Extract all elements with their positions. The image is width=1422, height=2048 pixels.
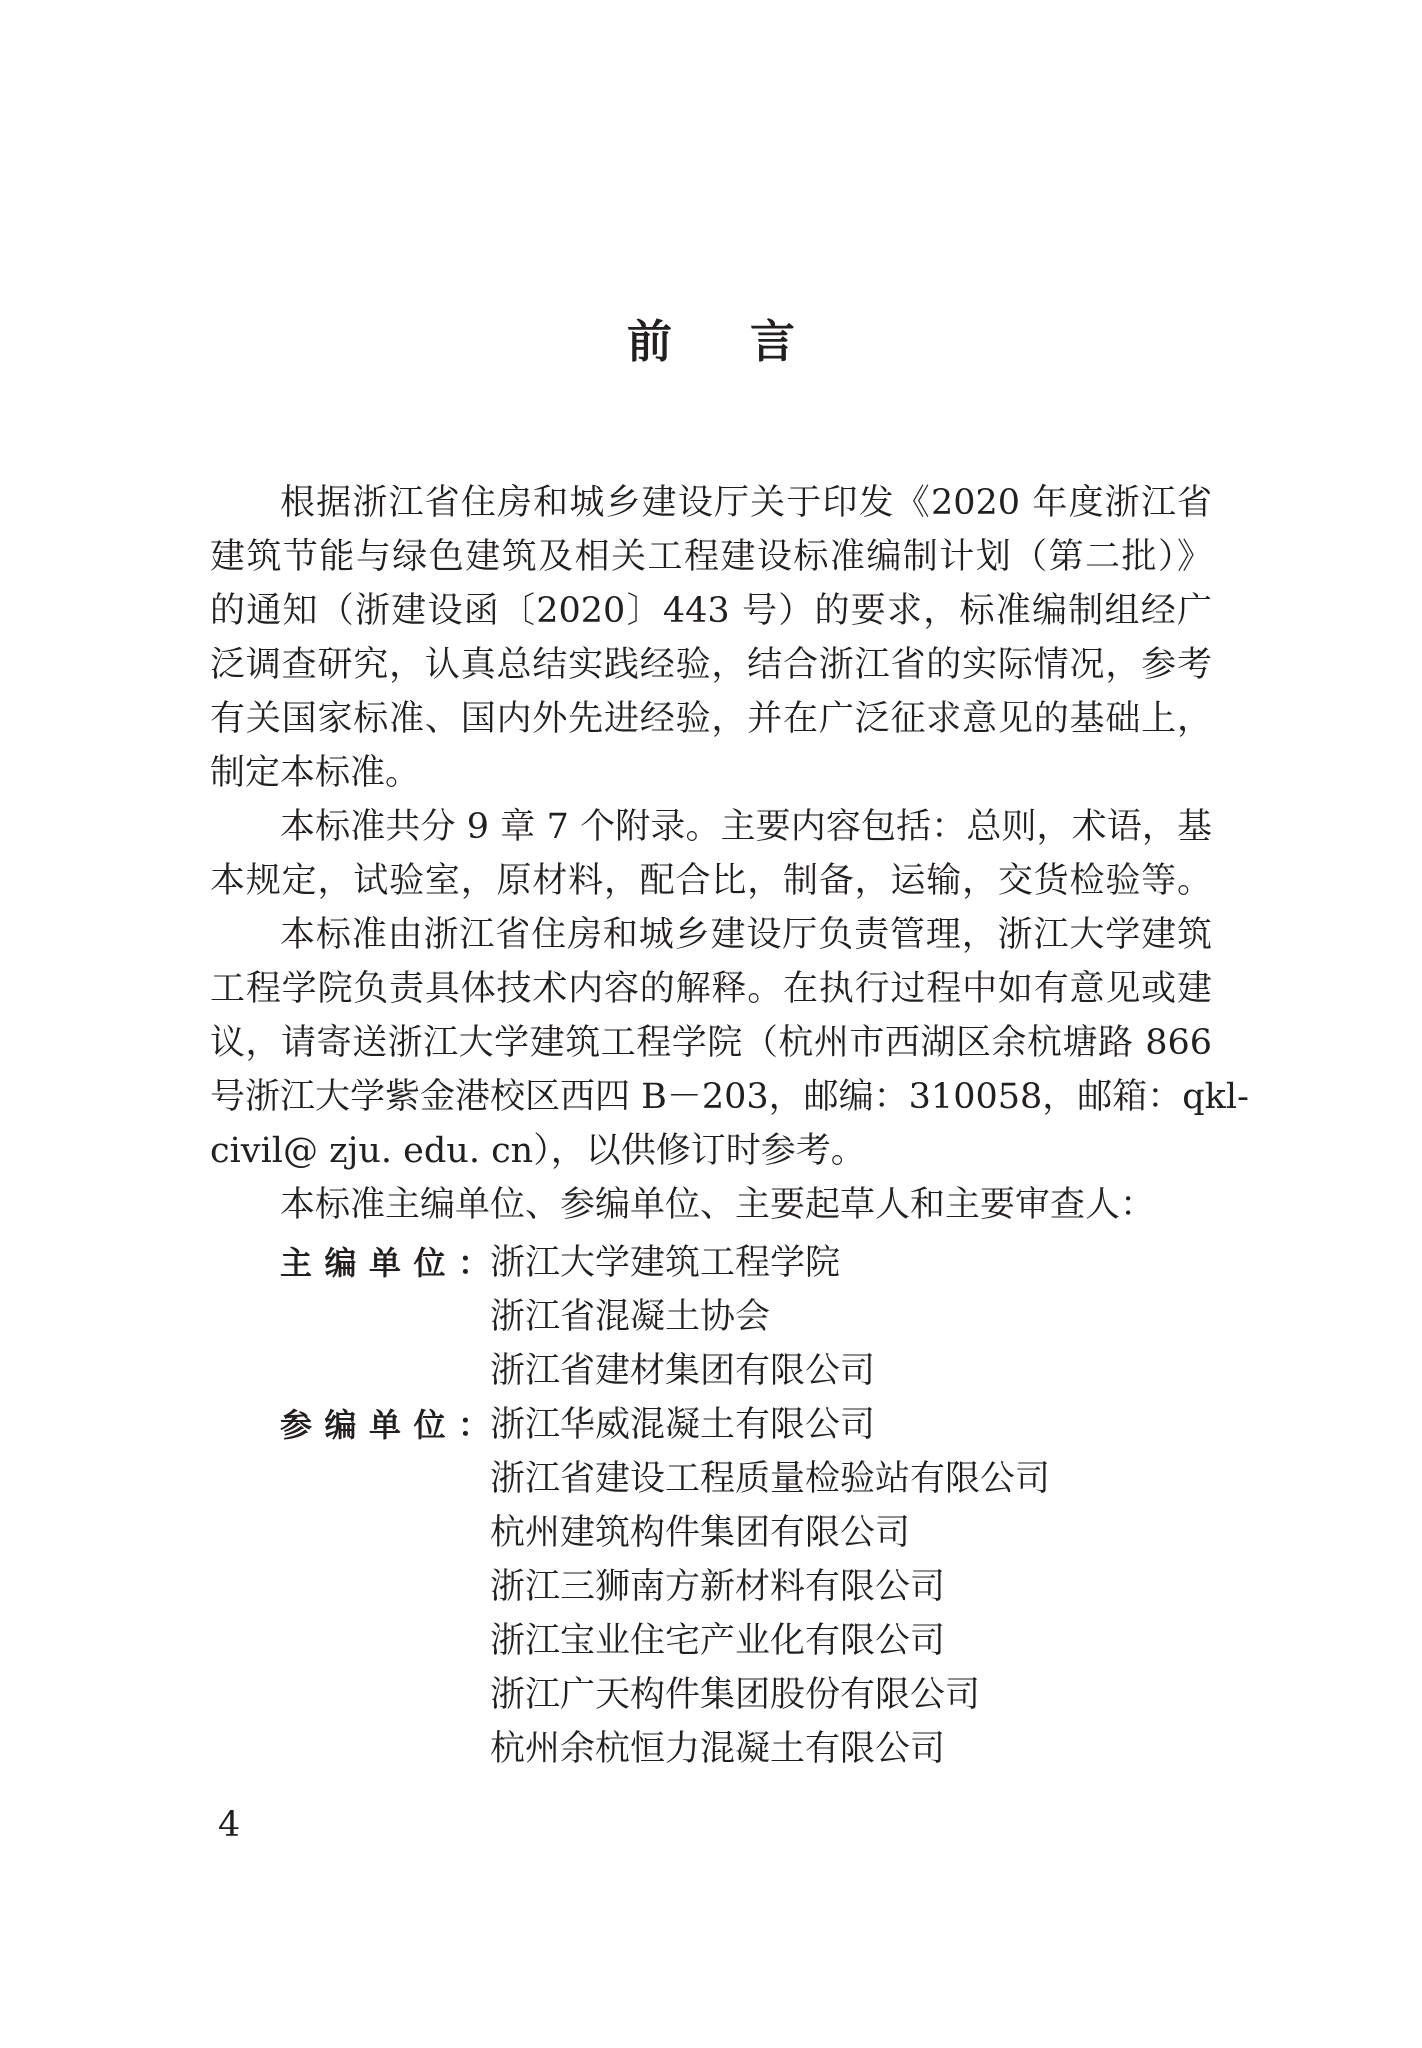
chief-units-label: 主编单位： bbox=[280, 1244, 490, 1282]
participating-unit: 浙江三狮南方新材料有限公司 bbox=[490, 1567, 946, 1607]
participating-unit-row bbox=[280, 1668, 1180, 1722]
participating-units-label: 参编单位： bbox=[280, 1406, 490, 1444]
participating-unit-row bbox=[280, 1506, 1180, 1560]
paragraph-1-line: 泛调查研究，认真总结实践经验，结合浙江省的实际情况，参考 bbox=[210, 645, 1212, 685]
paragraph-4-line: 本标准主编单位、参编单位、主要起草人和主要审查人： bbox=[280, 1185, 1156, 1225]
page-title: 前言 bbox=[626, 315, 873, 368]
participating-unit-row bbox=[280, 1452, 1180, 1506]
paragraph-3-line: civil@ zju. edu. cn），以供修订时参考。 bbox=[210, 1131, 866, 1171]
chief-unit-row bbox=[280, 1236, 1180, 1290]
participating-unit: 杭州余杭恒力混凝土有限公司 bbox=[490, 1729, 946, 1769]
chief-unit-row bbox=[280, 1290, 1180, 1344]
participating-unit-row bbox=[280, 1560, 1180, 1614]
editing-units bbox=[280, 1236, 1180, 1776]
page-number: 4 bbox=[218, 1805, 241, 1845]
participating-unit: 浙江宝业住宅产业化有限公司 bbox=[490, 1621, 946, 1661]
paragraph-1-line: 制定本标准。 bbox=[210, 753, 421, 793]
participating-unit: 浙江广天构件集团股份有限公司 bbox=[490, 1675, 981, 1715]
chief-unit: 浙江大学建筑工程学院 bbox=[490, 1243, 841, 1283]
paragraph-1-line: 的通知（浙建设函〔2020〕443 号）的要求，标准编制组经广 bbox=[210, 591, 1212, 631]
participating-unit: 浙江省建设工程质量检验站有限公司 bbox=[490, 1459, 1051, 1499]
paragraph-3-line: 本标准由浙江省住房和城乡建设厅负责管理，浙江大学建筑 bbox=[280, 915, 1212, 955]
preface-body bbox=[210, 476, 1249, 1232]
paragraph-3-line: 号浙江大学紫金港校区西四 B－203，邮编：310058，邮箱：qkl- bbox=[210, 1077, 1249, 1117]
paragraph-1-line: 根据浙江省住房和城乡建设厅关于印发《2020 年度浙江省 bbox=[280, 483, 1212, 523]
participating-unit-row bbox=[280, 1398, 1180, 1452]
paragraph-1-line: 建筑节能与绿色建筑及相关工程建设标准编制计划（第二批）》 bbox=[210, 537, 1212, 577]
participating-unit: 浙江华威混凝土有限公司 bbox=[490, 1405, 876, 1445]
participating-unit-row bbox=[280, 1614, 1180, 1668]
chief-unit: 浙江省建材集团有限公司 bbox=[490, 1351, 876, 1391]
participating-unit-row bbox=[280, 1722, 1180, 1776]
paragraph-3-line: 工程学院负责具体技术内容的解释。在执行过程中如有意见或建 bbox=[210, 969, 1212, 1009]
participating-unit: 杭州建筑构件集团有限公司 bbox=[490, 1513, 911, 1553]
paragraph-3-line: 议，请寄送浙江大学建筑工程学院（杭州市西湖区余杭塘路 866 bbox=[210, 1023, 1212, 1063]
chief-unit: 浙江省混凝土协会 bbox=[490, 1297, 771, 1337]
paragraph-1-line: 有关国家标准、国内外先进经验，并在广泛征求意见的基础上， bbox=[210, 699, 1212, 739]
paragraph-2-line: 本规定，试验室，原材料，配合比，制备，运输，交货检验等。 bbox=[210, 861, 1212, 901]
chief-unit-row bbox=[280, 1344, 1180, 1398]
paragraph-2-line: 本标准共分 9 章 7 个附录。主要内容包括：总则，术语，基 bbox=[280, 807, 1212, 847]
